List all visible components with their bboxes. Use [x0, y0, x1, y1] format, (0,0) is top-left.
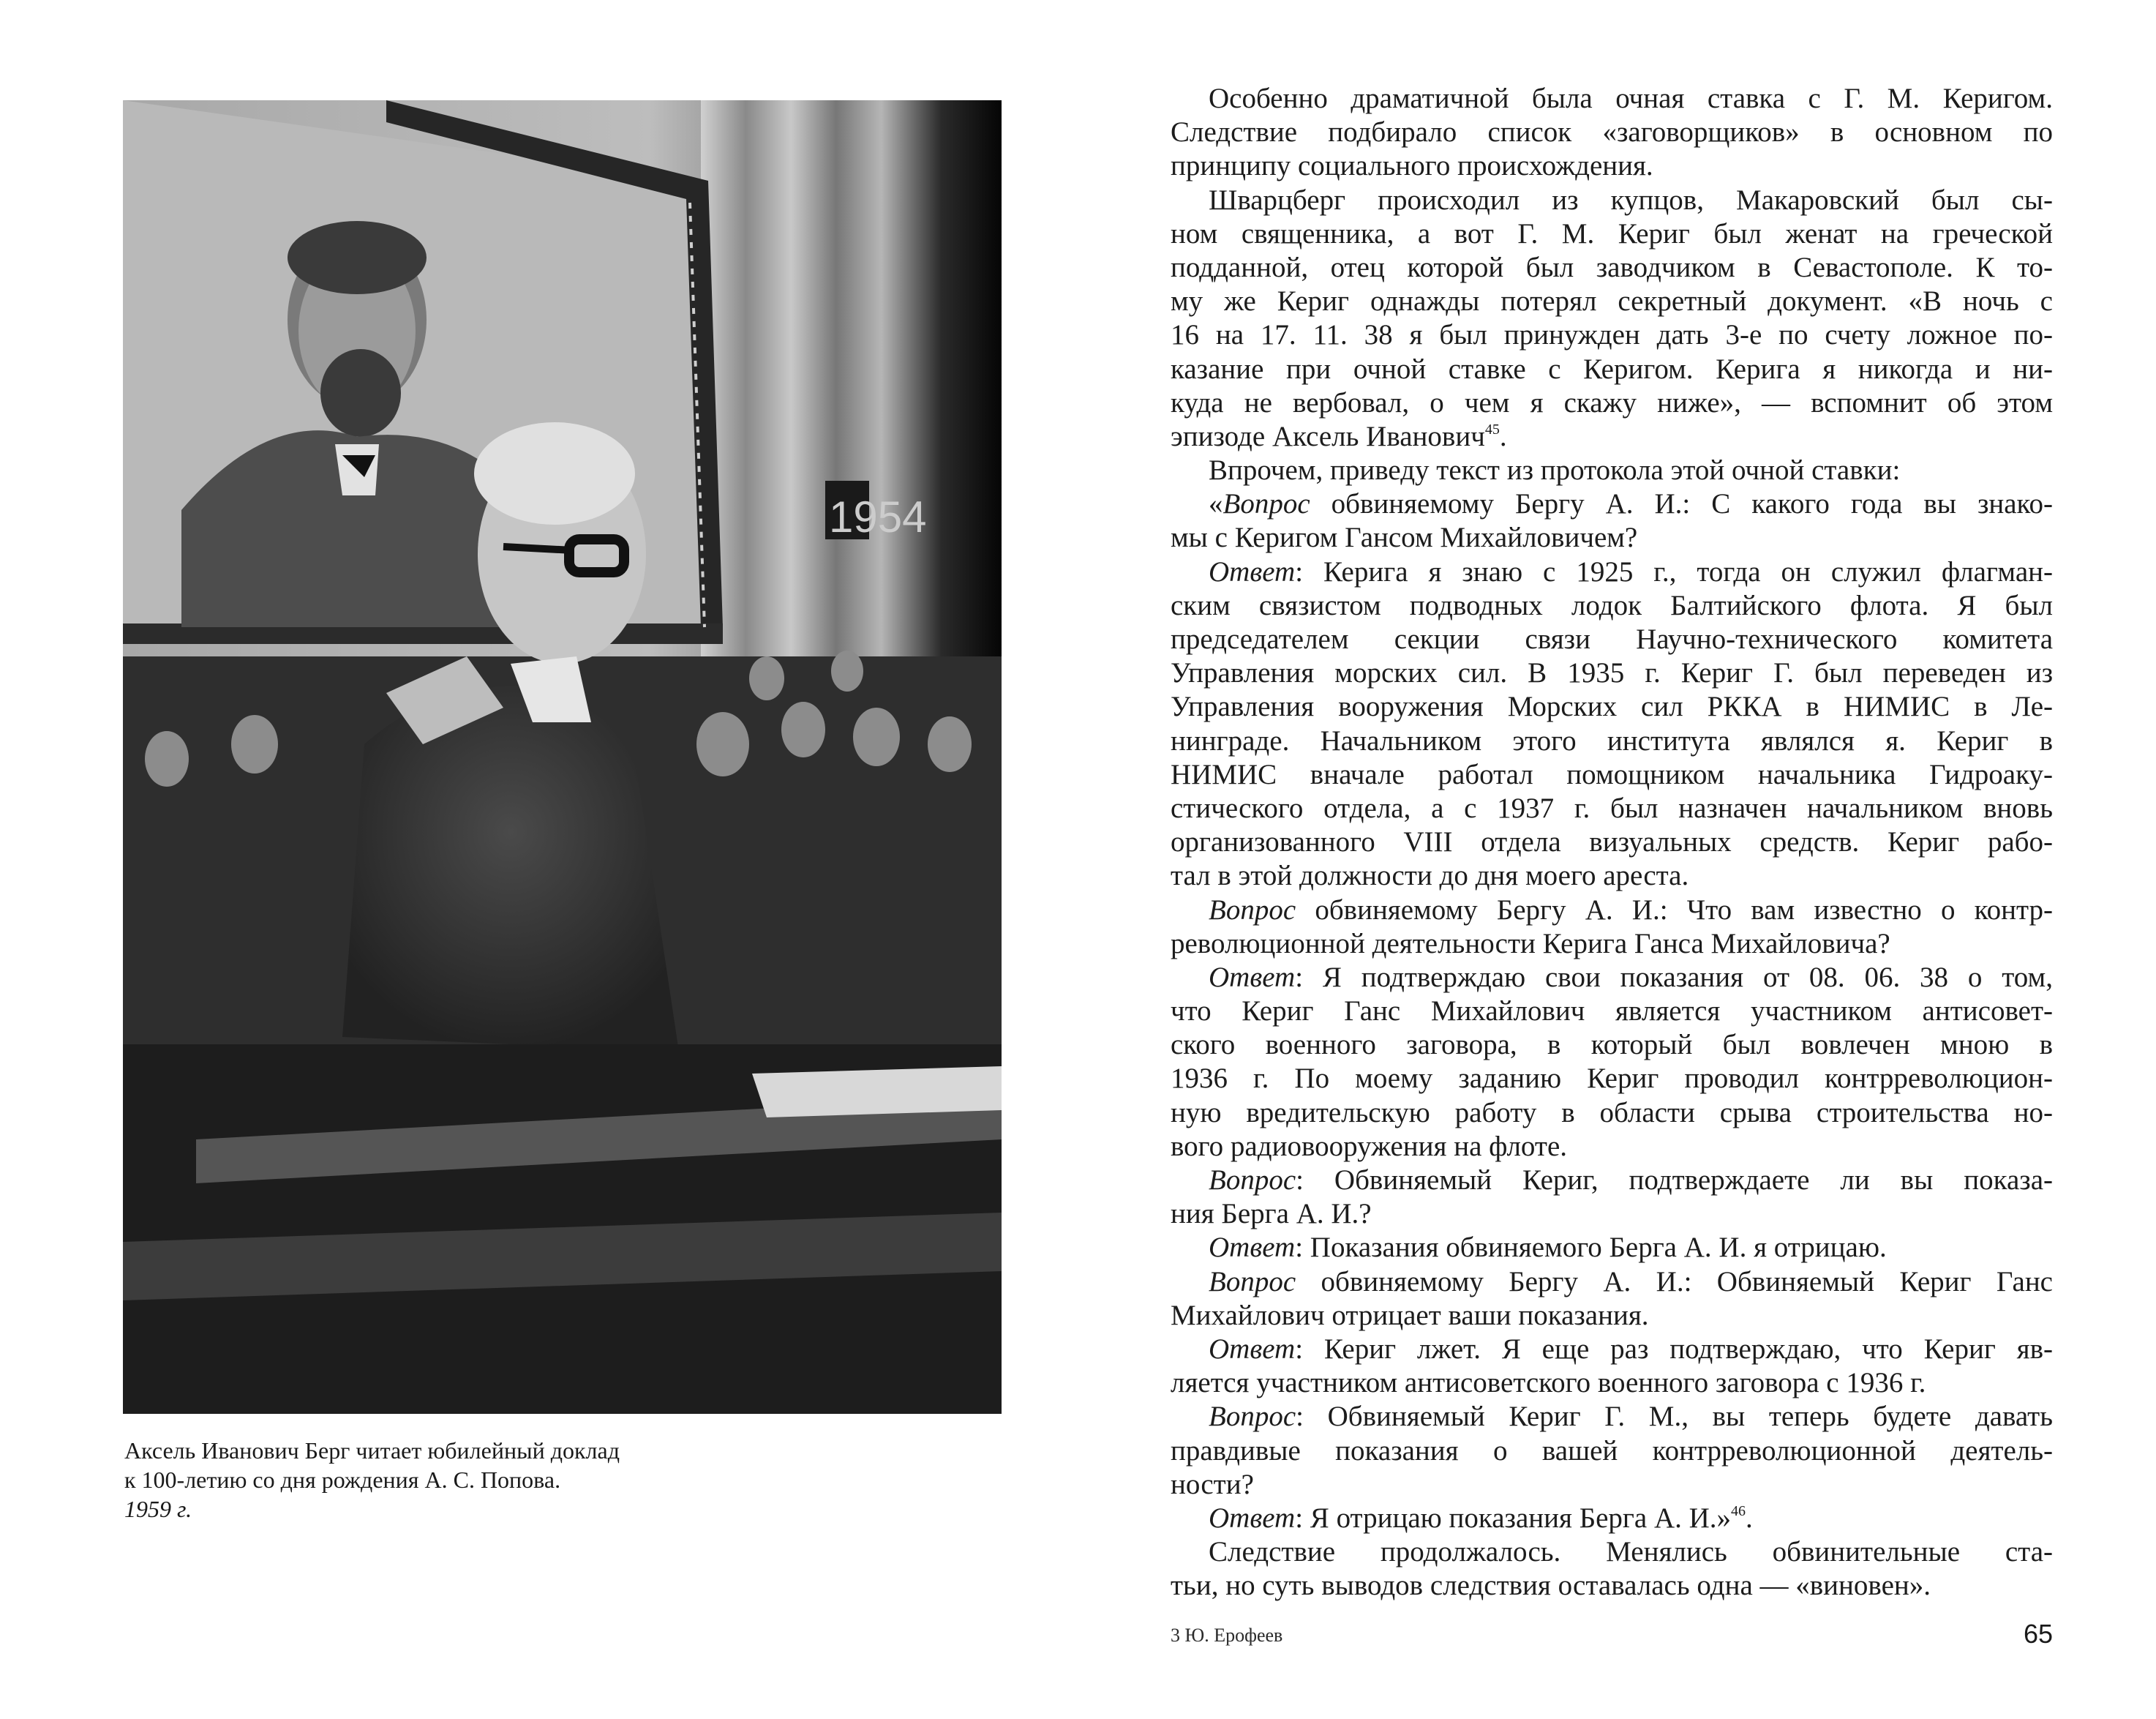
- caption-year: 1959 г.: [124, 1496, 192, 1522]
- text-line: Ответ: Кериг лжет. Я еще раз подтверждаю, что Кериг яв-: [1209, 1333, 2053, 1365]
- text-line: Особенно драматичной была очная ставка с Г. М. Керигом.: [1209, 83, 2053, 114]
- body-text: [1171, 82, 2053, 1603]
- speaker-label: Ответ: [1209, 1502, 1296, 1534]
- text-line: Управления вооружения Морских сил РККА в НИМИС в Ле-: [1171, 691, 2053, 723]
- page-number: 65: [2023, 1619, 2053, 1649]
- footnote-ref: 46: [1731, 1502, 1746, 1519]
- text-line: ляется участником антисоветского военного заговора с 1936 г.: [1171, 1367, 1926, 1399]
- text-line: Шварцберг происходил из купцов, Макаровский был сы-: [1209, 184, 2053, 216]
- text-line: казание при очной ставке с Керигом. Керига я никогда и ни-: [1171, 353, 2053, 385]
- text-line: принципу социального происхождения.: [1171, 150, 1653, 182]
- text-line: эпизоде Аксель Иванович$^{45}$.: [1171, 420, 1507, 452]
- photo-image-icon: [123, 100, 1002, 1414]
- speaker-label: Вопрос: [1209, 1265, 1296, 1297]
- text-line: му же Кериг однажды потерял секретный документ. «В ночь с: [1171, 285, 2053, 318]
- text-line: тал в этой должности до дня моего ареста.: [1171, 860, 1689, 892]
- text-line: Управления морских сил. В 1935 г. Кериг Г. был переведен из: [1171, 657, 2053, 689]
- text-line: 16 на 17. 11. 38 я был принужден дать 3-е по счету ложное по-: [1171, 319, 2053, 351]
- text-line: Ответ: Керига я знаю с 1925 г., тогда он служил флагман-: [1209, 555, 2053, 588]
- right-page: [1078, 0, 2156, 1719]
- text-line: ности?: [1171, 1468, 1254, 1500]
- speaker-label: Вопрос: [1222, 488, 1310, 520]
- footnote-ref: 45: [1484, 421, 1500, 438]
- text-line: 1936 г. По моему заданию Кериг проводил контрреволюцион-: [1171, 1063, 2053, 1095]
- caption-line-1: Аксель Иванович Берг читает юбилейный доклад: [124, 1437, 620, 1464]
- text-line: правдивые показания о вашей контрреволюционной деятель-: [1171, 1434, 2053, 1467]
- text-line: стического отдела, а с 1937 г. был назначен начальником вновь: [1171, 792, 2053, 824]
- text-line: ном священника, а вот Г. М. Кериг был женат на греческой: [1171, 217, 2053, 250]
- text-line: «Вопрос обвиняемому Бергу А. И.: С какого года вы знако-: [1209, 488, 2053, 520]
- speaker-label: Ответ: [1209, 1333, 1296, 1365]
- text-line: Следствие подбирало список «заговорщиков» в основном по: [1171, 116, 2053, 149]
- text-line: нинграде. Начальником этого института являлся я. Кериг в: [1171, 724, 2053, 757]
- text-line: Ответ: Я подтверждаю свои показания от 08. 06. 38 о том,: [1209, 961, 2053, 993]
- text-line: подданной, отец которой был заводчиком в Севастополе. К то-: [1171, 251, 2053, 283]
- text-line: организованного VIII отдела визуальных средств. Кериг рабо-: [1171, 826, 2053, 858]
- text-line: Следствие продолжалось. Менялись обвинительные ста-: [1209, 1536, 2053, 1568]
- text-line: Михайлович отрицает ваши показания.: [1171, 1299, 1649, 1331]
- speaker-label: Ответ: [1209, 1232, 1296, 1264]
- svg-text:1954: 1954: [829, 493, 927, 542]
- speaker-label: Вопрос: [1209, 1164, 1296, 1196]
- text-line: ским связистом подводных лодок Балтийского флота. Я был: [1171, 589, 2053, 621]
- photo-caption: [124, 1436, 783, 1524]
- text-line: ния Берга А. И.?: [1171, 1198, 1372, 1230]
- text-line: мы с Керигом Гансом Михайловичем?: [1171, 522, 1638, 554]
- photo-berg-lecture: [123, 100, 1002, 1414]
- text-line: Вопрос обвиняемому Бергу А. И.: Что вам известно о контр-: [1209, 894, 2053, 926]
- text-line: председателем секции связи Научно-технического комитета: [1171, 623, 2053, 655]
- text-line: Вопрос обвиняемому Бергу А. И.: Обвиняемый Кериг Ганс: [1209, 1265, 2053, 1297]
- speaker-label: Вопрос: [1209, 1401, 1296, 1433]
- text-line: тьи, но суть выводов следствия оставалась одна — «виновен».: [1171, 1570, 1931, 1602]
- text-line: революционной деятельности Керига Ганса Михайловича?: [1171, 927, 1890, 959]
- speaker-label: Вопрос: [1209, 894, 1296, 926]
- text-line: ную вредительскую работу в области срыва строительства но-: [1171, 1096, 2053, 1128]
- caption-line-2: к 100-летию со дня рождения А. С. Попова.: [124, 1467, 561, 1493]
- text-line: Вопрос: Обвиняемый Кериг, подтверждаете ли вы показа-: [1209, 1164, 2053, 1196]
- text-line: Ответ: Показания обвиняемого Берга А. И. я отрицаю.: [1209, 1232, 1887, 1264]
- text-line: ского военного заговора, в который был вовлечен мною в: [1171, 1029, 2053, 1061]
- text-line: Впрочем, приведу текст из протокола этой очной ставки:: [1209, 454, 1901, 487]
- text-line: Ответ: Я отрицаю показания Берга А. И.»$^{46}$.: [1209, 1502, 1753, 1534]
- text-line: вого радиовооружения на флоте.: [1171, 1130, 1568, 1162]
- text-line: куда не вербовал, о чем я скажу ниже», — вспомнит об этом: [1171, 386, 2053, 419]
- speaker-label: Ответ: [1209, 555, 1296, 588]
- text-line: что Кериг Ганс Михайлович является участником антисовет-: [1171, 995, 2053, 1027]
- text-line: Вопрос: Обвиняемый Кериг Г. М., вы теперь будете давать: [1209, 1401, 2053, 1433]
- text-line: НИМИС вначале работал помощником начальника Гидроаку-: [1171, 758, 2053, 790]
- footer-signature: 3 Ю. Ерофеев: [1171, 1625, 1283, 1646]
- speaker-label: Ответ: [1209, 961, 1296, 993]
